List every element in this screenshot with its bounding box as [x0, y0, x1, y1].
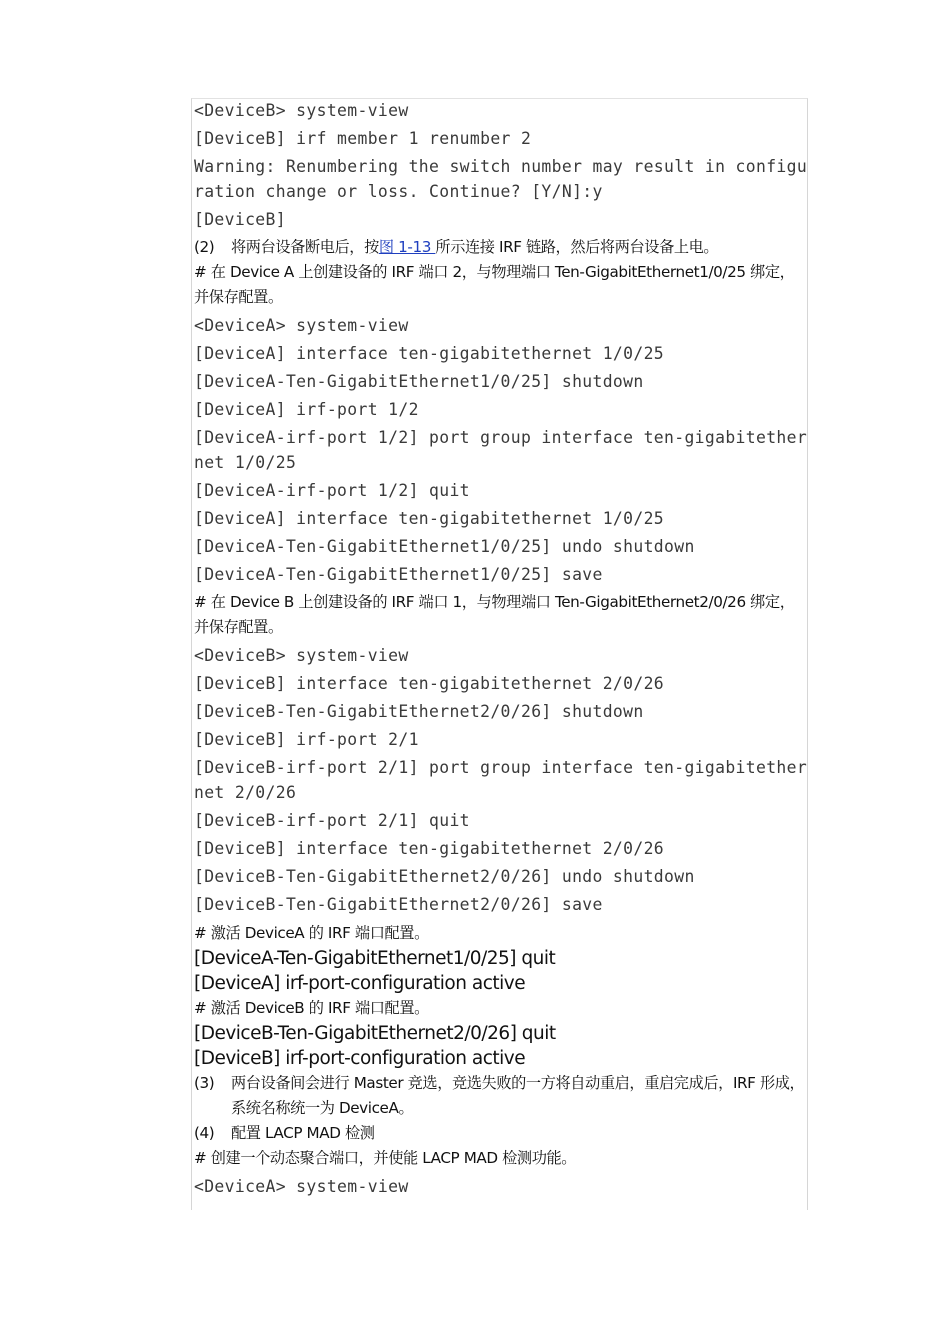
code-line: [DeviceB-irf-port 2/1] port group interface ten-gigabitethernet 2/0/26 [194, 758, 808, 802]
figure-link[interactable]: 图 1-13 [378, 238, 436, 256]
code-line: [DeviceA] irf-port 1/2 [194, 400, 419, 419]
comment-line: # 在 Device B 上创建设备的 IRF 端口 1，与物理端口 Ten-GigabitEthernet2/0/26 绑定，并保存配置。 [194, 593, 795, 636]
code-line: [DeviceA-irf-port 1/2] port group interface ten-gigabitethernet 1/0/25 [194, 428, 808, 472]
command-line: [DeviceA-Ten-GigabitEthernet1/0/25] quit [194, 948, 556, 969]
comment-line: # 在 Device A 上创建设备的 IRF 端口 2，与物理端口 Ten-GigabitEthernet1/0/25 绑定，并保存配置。 [194, 263, 795, 306]
command-line: [DeviceA] irf-port-configuration active [194, 973, 526, 994]
code-line: [DeviceB-Ten-GigabitEthernet2/0/26] save [194, 895, 603, 914]
step-text-pre: 将两台设备断电后，按 [231, 238, 379, 256]
code-line: [DeviceA-Ten-GigabitEthernet1/0/25] shutdown [194, 372, 644, 391]
comment-line: # 创建一个动态聚合端口，并使能 LACP MAD 检测功能。 [194, 1149, 577, 1167]
step-3 [194, 1071, 808, 1121]
code-line: [DeviceA-irf-port 1/2] quit [194, 481, 470, 500]
code-line: [DeviceB-Ten-GigabitEthernet2/0/26] shutdown [194, 702, 644, 721]
step-text: 配置 LACP MAD 检测 [231, 1124, 375, 1142]
comment-line: # 激活 DeviceA 的 IRF 端口配置。 [194, 924, 429, 942]
step-number: (4) [194, 1124, 215, 1142]
document-body [194, 98, 808, 1202]
step-4 [194, 1121, 808, 1146]
code-line: [DeviceB] irf member 1 renumber 2 [194, 129, 532, 148]
code-line: [DeviceB] interface ten-gigabitethernet 2/0/26 [194, 674, 665, 693]
code-line: [DeviceB-Ten-GigabitEthernet2/0/26] undo shutdown [194, 867, 695, 886]
code-line: <DeviceA> system-view [194, 1177, 409, 1196]
code-line: [DeviceA-Ten-GigabitEthernet1/0/25] undo shutdown [194, 537, 695, 556]
code-line: <DeviceA> system-view [194, 316, 409, 335]
code-line: <DeviceB> system-view [194, 646, 409, 665]
code-line: [DeviceB] [194, 210, 286, 229]
code-line: [DeviceB-irf-port 2/1] quit [194, 811, 470, 830]
code-line: [DeviceA] interface ten-gigabitethernet 1/0/25 [194, 509, 665, 528]
code-line: [DeviceB] irf-port 2/1 [194, 730, 419, 749]
code-line: <DeviceB> system-view [194, 101, 409, 120]
step-text-post: 所示连接 IRF 链路，然后将两台设备上电。 [435, 238, 719, 256]
step-2 [194, 235, 808, 260]
step-number: (2) [194, 238, 215, 256]
step-number: (3) [194, 1074, 215, 1092]
code-line: [DeviceB] interface ten-gigabitethernet 2/0/26 [194, 839, 665, 858]
code-line: Warning: Renumbering the switch number may result in configuration change or loss. Continue? [Y/N]:y [194, 157, 808, 201]
step-text [231, 235, 808, 260]
code-line: [DeviceA-Ten-GigabitEthernet1/0/25] save [194, 565, 603, 584]
comment-line: # 激活 DeviceB 的 IRF 端口配置。 [194, 999, 429, 1017]
step-text: 两台设备间会进行 Master 竞选，竞选失败的一方将自动重启，重启完成后，IRF 形成，系统名称统一为 DeviceA。 [231, 1074, 805, 1117]
code-line: [DeviceA] interface ten-gigabitethernet 1/0/25 [194, 344, 665, 363]
command-line: [DeviceB] irf-port-configuration active [194, 1048, 526, 1069]
command-line: [DeviceB-Ten-GigabitEthernet2/0/26] quit [194, 1023, 556, 1044]
